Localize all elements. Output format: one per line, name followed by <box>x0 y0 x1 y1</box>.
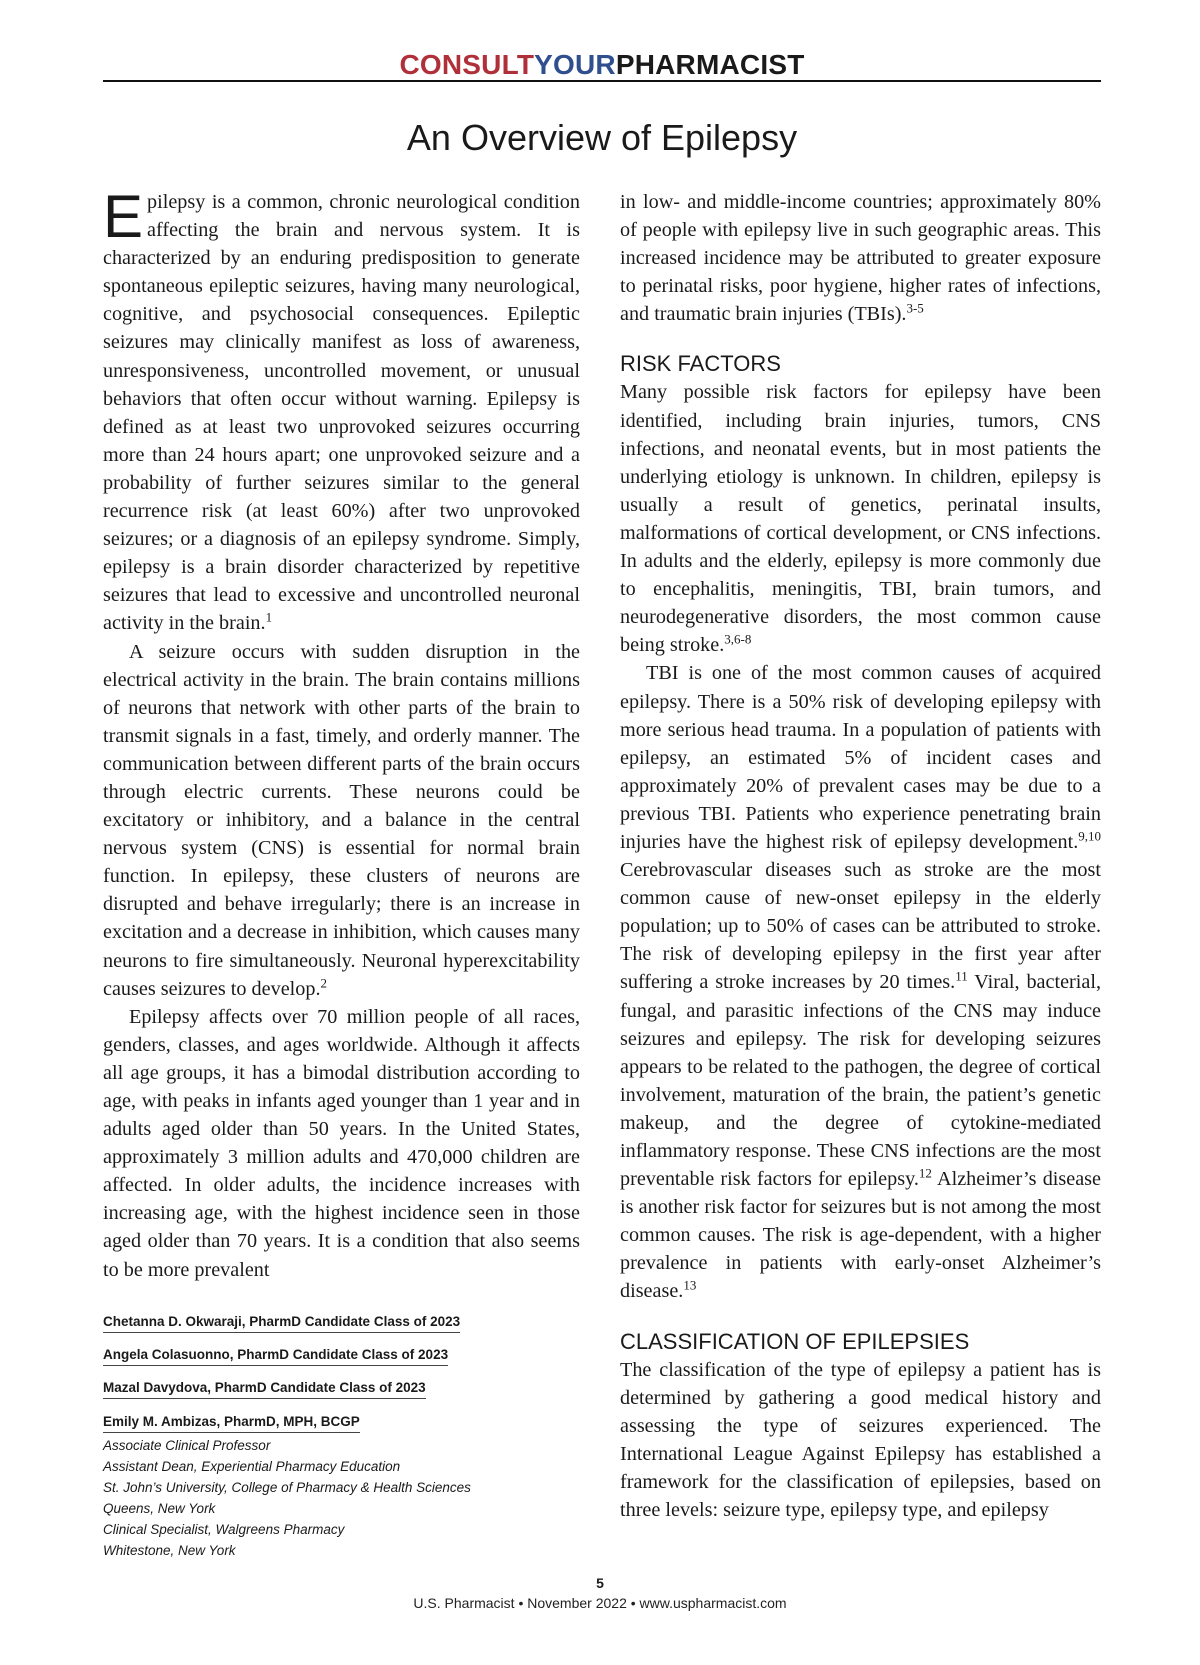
affiliation-line: Whitestone, New York <box>103 1543 236 1558</box>
author-name: Emily M. Ambizas, PharmD, MPH, BCGP <box>103 1413 360 1433</box>
consult-your-pharmacist-logo <box>399 49 804 80</box>
reference-superscript: 3-5 <box>906 300 924 316</box>
affiliation-line: St. John’s University, College of Pharmacy & Health Sciences <box>103 1480 471 1495</box>
risk-text-2d: Alzheimer’s disease is another risk factor for seizures but is not among the most common causes. The risk is age-dependent, with a higher prevalence in patients with early-onset Alzheimer’s disease. <box>620 1168 1101 1303</box>
seizure-text: A seizure occurs with sudden disruption in the electrical activity in the brain. The brain contains millions of neurons that network with other parts of the brain to transmit signals in a fast, timely, and orderly manner. The communication between different parts of the brain occurs through electric currents. These neurons could be excitatory or inhibitory, and a balance in the central nervous system (CNS) is essential for normal brain function. In epilepsy, these clusters of neurons are disrupted and behave irregularly; there is an increase in excitation and a decrease in inhibition, which causes many neurons to fire simultaneously. Neuronal hyperexcitability causes seizures to develop. <box>103 640 580 1000</box>
author-name: Angela Colasuonno, PharmD Candidate Class of 2023 <box>103 1346 448 1366</box>
brand-consult: CONSULT <box>399 49 535 80</box>
risk-text-1: Many possible risk factors for epilepsy have been identified, including brain injuries, tumors, CNS infections, and neonatal events, but in most patients the underlying etiology is unknown. In children, epilepsy is usually a result of genetics, perinatal insults, malformations of cortical development, or CNS infections. In adults and the elderly, epilepsy is more commonly due to encephalitis, meningitis, TBI, brain tumors, and neurodegenerative disorders, the most common cause being stroke. <box>620 381 1101 657</box>
continued-paragraph <box>620 188 1101 328</box>
reference-superscript: 13 <box>683 1277 697 1293</box>
article-title: An Overview of Epilepsy <box>406 117 798 158</box>
continued-text: in low- and middle-income countries; approximately 80% of people with epilepsy live in such geographic areas. This increased incidence may be attributed to greater exposure to perinatal risks, poor hygiene, higher rates of infections, and traumatic brain injuries (TBIs). <box>620 191 1101 326</box>
affiliation-line: Clinical Specialist, Walgreens Pharmacy <box>103 1522 345 1537</box>
reference-superscript: 11 <box>955 968 968 984</box>
risk-text-2a: TBI is one of the most common causes of acquired epilepsy. There is a 50% risk of developing epilepsy with more serious head trauma. In a population of patients with epilepsy, an estimated 5% of incident cases and approximately 20% of prevalent cases may be due to a previous TBI. Patients who experience penetrating brain injuries have the highest risk of epilepsy development. <box>620 662 1101 853</box>
intro-text: pilepsy is a common, chronic neurological condition affecting the brain and nervous system. It is characterized by an enduring predisposition to generate spontaneous epileptic seizures, having many neurological, cognitive, and psychosocial consequences. Epileptic seizures may clinically manifest as loss of awareness, unresponsiveness, uncontrolled movement, or unusual behaviors that often occur without warning. Epilepsy is defined as at least two unprovoked seizures occurring more than 24 hours apart; one unprovoked seizure and a probability of further seizures similar to the general recurrence risk (at least 60%) after two unprovoked seizures; or a diagnosis of an epilepsy syndrome. Simply, epilepsy is a brain disorder characterized by repetitive seizures that lead to excessive and uncontrolled neuronal activity in the brain. <box>103 191 580 635</box>
seizure-paragraph <box>103 638 580 1003</box>
reference-superscript: 1 <box>265 609 273 625</box>
section-header <box>103 50 1101 82</box>
classification-paragraph: The classification of the type of epilepsy a patient has is determined by gathering a good medical history and assessing the type of seizures experienced. The International League Against Epilepsy has established a framework for the classification of epilepsies, based on three levels: seizure type, epilepsy type, and epilepsy <box>620 1358 1101 1522</box>
author-name: Chetanna D. Okwaraji, PharmD Candidate Class of 2023 <box>103 1313 460 1333</box>
drop-cap: E <box>103 183 144 250</box>
affiliation-line: Assistant Dean, Experiential Pharmacy Education <box>103 1459 401 1474</box>
reference-superscript: 9,10 <box>1078 828 1101 844</box>
page-number: 5 <box>596 1575 604 1591</box>
senior-author-block <box>103 1413 580 1561</box>
reference-superscript: 3,6-8 <box>724 631 752 647</box>
left-column <box>103 183 580 1284</box>
intro-paragraph <box>103 183 580 638</box>
risk-factors-heading: RISK FACTORS <box>620 351 781 377</box>
risk-text-2b: Cerebrovascular diseases such as stroke are the most common cause of new-onset epilepsy in the elderly population; up to 50% of cases can be attributed to stroke. The risk of developing epilepsy in the first year after suffering a stroke increases by 20 times. <box>620 859 1101 994</box>
page-footer <box>0 1573 1200 1613</box>
risk-paragraph-1 <box>620 378 1101 659</box>
author-credits <box>103 1313 580 1561</box>
brand-your: YOUR <box>534 49 616 80</box>
reference-superscript: 12 <box>918 1165 932 1181</box>
reference-superscript: 2 <box>320 974 327 990</box>
publication-line: U.S. Pharmacist • November 2022 • www.uspharmacist.com <box>413 1595 787 1611</box>
risk-text-2c: Viral, bacterial, fungal, and parasitic infections of the CNS may induce seizures and epilepsy. The risk for developing seizures appears to be related to the pathogen, the degree of cortical involvement, maturation of the brain, the patient’s genetic makeup, and the degree of cytokine-mediated inflammatory response. These CNS infections are the most preventable risk factors for epilepsy. <box>620 971 1101 1191</box>
affiliation-line: Associate Clinical Professor <box>103 1438 271 1453</box>
affiliation-line: Queens, New York <box>103 1501 216 1516</box>
brand-pharmacist: PHARMACIST <box>615 49 805 80</box>
right-column <box>620 188 1101 1524</box>
author-name: Mazal Davydova, PharmD Candidate Class of 2023 <box>103 1379 426 1399</box>
prevalence-paragraph: Epilepsy affects over 70 million people of all races, genders, classes, and ages worldwide. Although it affects all age groups, it has a bimodal distribution according to age, with peaks in infants aged younger than 1 year and in adults aged older than 50 years. In the United States, approximately 3 million adults and 470,000 children are affected. In older adults, the incidence increases with increasing age, with the highest incidence seen in those aged older than 70 years. It is a condition that also seems to be more prevalent <box>103 1005 580 1281</box>
risk-paragraph-2 <box>620 659 1101 1305</box>
classification-heading: CLASSIFICATION OF EPILEPSIES <box>620 1328 970 1354</box>
